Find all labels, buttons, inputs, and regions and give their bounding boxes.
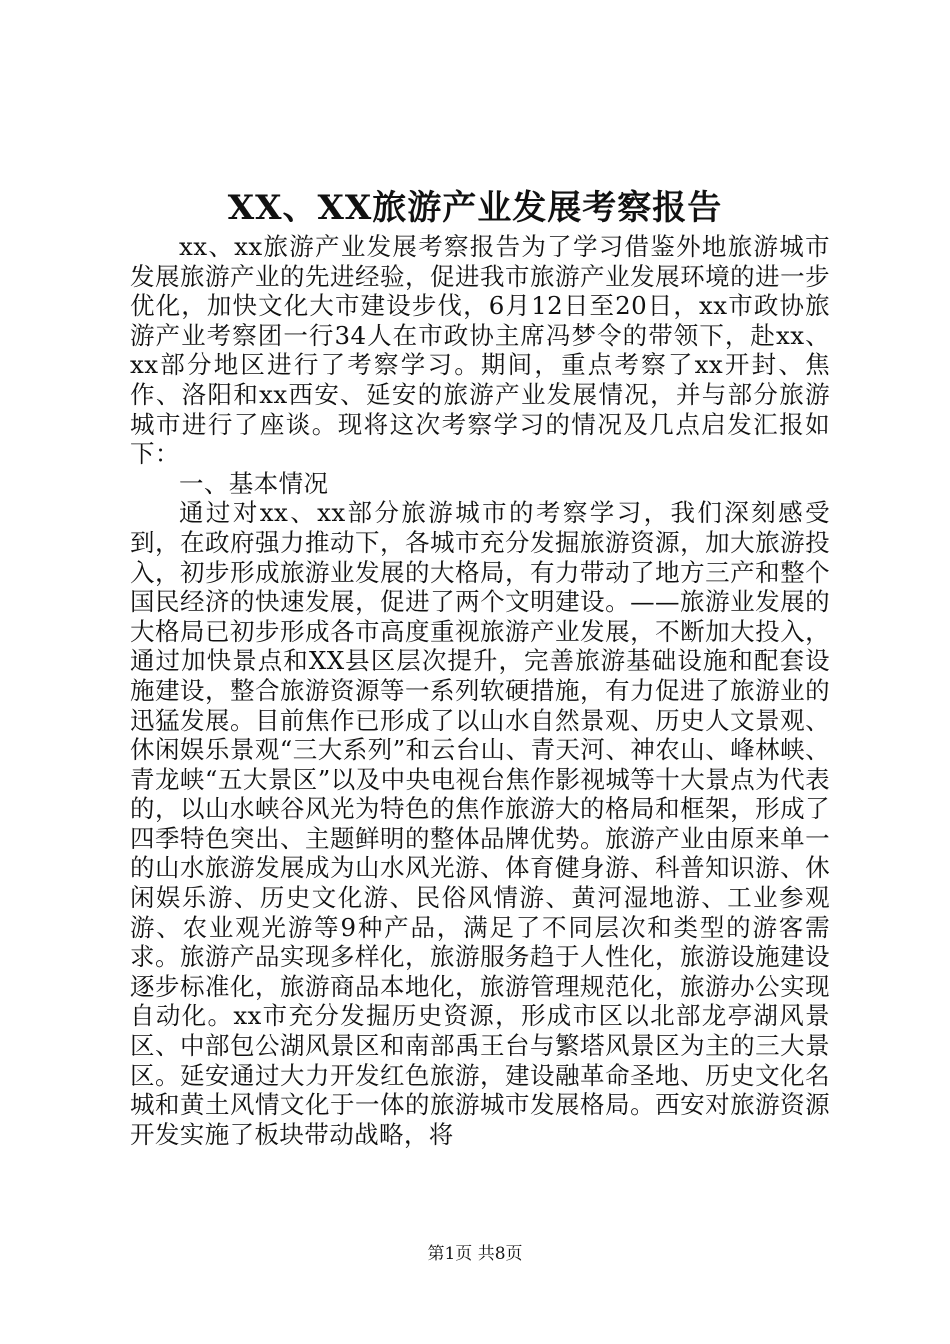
document-title: XX、XX旅游产业发展考察报告 bbox=[227, 188, 723, 228]
section-heading-basic-situation: 一、基本情况 bbox=[179, 468, 329, 498]
document-body bbox=[130, 232, 830, 1149]
paragraph-basic-situation: 通过对xx、xx部分旅游城市的考察学习，我们深刻感受到，在政府强力推动下，各城市充分发掘旅游资源，加大旅游投入，初步形成旅游业发展的大格局，有力带动了地方三产和整个国民经济的快速发展，促进了两个文明建设。——旅游业发展的大格局已初步形成各市高度重视旅游产业发展，不断加大投入，通过加快景点和XX县区层次提升，完善旅游基础设施和配套设施建设，整合旅游资源等一系列软硬措施，有力促进了旅游业的迅猛发展。目前焦作已形成了以山水自然景观、历史人文景观、休闲娱乐景观“三大系列”和云台山、青天河、神农山、峰林峡、青龙峡“五大景区”以及中央电视台焦作影视城等十大景点为代表的，以山水峡谷风光为特色的焦作旅游大的格局和框架，形成了四季特色突出、主题鲜明的整体品牌优势。旅游产业由原来单一的山水旅游发展成为山水风光游、体育健身游、科普知识游、休闲娱乐游、历史文化游、民俗风情游、黄河湿地游、工业参观游、农业观光游等9种产品，满足了不同层次和类型的游客需求。旅游产品实现多样化，旅游服务趋于人性化，旅游设施建设逐步标准化，旅游商品本地化，旅游管理规范化，旅游办公实现自动化。xx市充分发掘历史资源，形成市区以北部龙亭湖风景区、中部包公湖风景区和南部禹王台与繁塔风景区为主的三大景区。延安通过大力开发红色旅游，建设融革命圣地、历史文化名城和黄土风情文化于一体的旅游城市发展格局。西安对旅游资源开发实施了板块带动战略，将 bbox=[130, 498, 830, 1149]
page-number-footer: 第1页 共8页 bbox=[427, 1244, 523, 1264]
paragraph-intro: xx、xx旅游产业发展考察报告为了学习借鉴外地旅游城市发展旅游产业的先进经验，促进我市旅游产业发展环境的进一步优化，加快文化大市建设步伐，6月12日至20日，xx市政协旅游产业考察团一行34人在市政协主席冯梦令的带领下，赴xx、xx部分地区进行了考察学习。期间，重点考察了xx开封、焦作、洛阳和xx西安、延安的旅游产业发展情况，并与部分旅游城市进行了座谈。现将这次考察学习的情况及几点启发汇报如下： bbox=[130, 232, 830, 469]
